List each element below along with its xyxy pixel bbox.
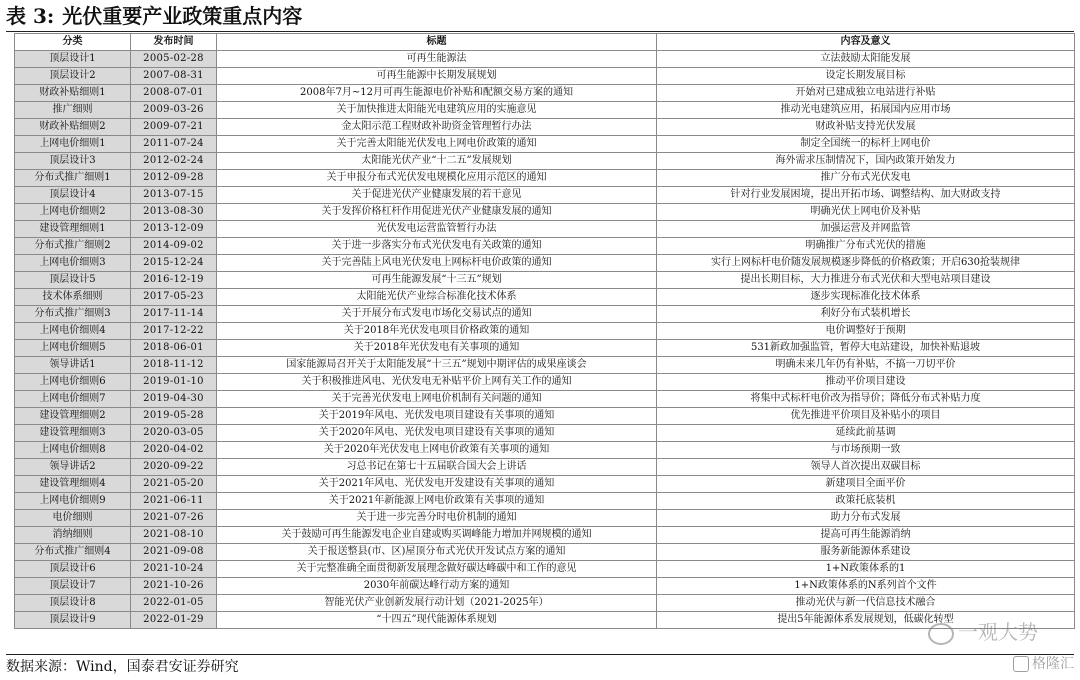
- cell-meaning: 推动平价项目建设: [657, 374, 1075, 391]
- cell-meaning: 明确推广分布式光伏的措施: [657, 238, 1075, 255]
- cell-title: 可再生能源法: [217, 51, 657, 68]
- watermark-site-text: 格隆汇: [1032, 656, 1074, 672]
- cell-date: 2013-08-30: [131, 204, 217, 221]
- cell-title: 关于完善太阳能光伏发电上网电价政策的通知: [217, 136, 657, 153]
- cell-title: 光伏发电运营监管暂行办法: [217, 221, 657, 238]
- cell-meaning: 优先推进平价项目及补贴小的项目: [657, 408, 1075, 425]
- cell-title: 太阳能光伏产业综合标准化技术体系: [217, 289, 657, 306]
- table-row: [15, 340, 1075, 357]
- cell-meaning: 提出长期目标，大力推进分布式光伏和大型电站项目建设: [657, 272, 1075, 289]
- cell-title: 关于2020年光伏发电上网电价政策有关事项的通知: [217, 442, 657, 459]
- cell-title: 关于进一步落实分布式光伏发电有关政策的通知: [217, 238, 657, 255]
- cell-meaning: 利好分布式装机增长: [657, 306, 1075, 323]
- table-row: [15, 391, 1075, 408]
- table-row: [15, 357, 1075, 374]
- cell-date: 2005-02-28: [131, 51, 217, 68]
- cell-date: 2017-12-22: [131, 323, 217, 340]
- table-row: [15, 51, 1075, 68]
- cell-title: “十四五”现代能源体系规划: [217, 612, 657, 629]
- cell-date: 2021-10-24: [131, 561, 217, 578]
- cell-category: 分布式推广细则3: [15, 306, 131, 323]
- table-row: [15, 255, 1075, 272]
- cell-title: 关于完整准确全面贯彻新发展理念做好碳达峰碳中和工作的意见: [217, 561, 657, 578]
- cell-meaning: 海外需求压制情况下，国内政策开始发力: [657, 153, 1075, 170]
- cell-date: 2019-04-30: [131, 391, 217, 408]
- cell-date: 2018-06-01: [131, 340, 217, 357]
- cell-title: 国家能源局召开关于太阳能发展“十三五”规划中期评估的成果座谈会: [217, 357, 657, 374]
- cell-category: 建设管理细则1: [15, 221, 131, 238]
- cell-date: 2021-05-20: [131, 476, 217, 493]
- table-body: [15, 51, 1075, 629]
- cell-title: 2030年前碳达峰行动方案的通知: [217, 578, 657, 595]
- cell-meaning: 开始对已建成独立电站进行补贴: [657, 85, 1075, 102]
- cell-category: 财政补贴细则1: [15, 85, 131, 102]
- wechat-icon: [928, 623, 954, 645]
- cell-meaning: 新建项目全面平价: [657, 476, 1075, 493]
- cell-category: 顶层设计8: [15, 595, 131, 612]
- cell-date: 2007-08-31: [131, 68, 217, 85]
- cell-meaning: 设定长期发展目标: [657, 68, 1075, 85]
- table-row: [15, 612, 1075, 629]
- cell-date: 2011-07-24: [131, 136, 217, 153]
- cell-category: 分布式推广细则4: [15, 544, 131, 561]
- cell-category: 上网电价细则7: [15, 391, 131, 408]
- cell-category: 上网电价细则4: [15, 323, 131, 340]
- table-row: [15, 493, 1075, 510]
- cell-meaning: 针对行业发展困境，提出开拓市场、调整结构、加大财政支持: [657, 187, 1075, 204]
- watermark-site: [1013, 653, 1074, 673]
- cell-meaning: 逐步实现标准化技术体系: [657, 289, 1075, 306]
- cell-date: 2018-11-12: [131, 357, 217, 374]
- cell-category: 顶层设计2: [15, 68, 131, 85]
- cell-category: 推广细则: [15, 102, 131, 119]
- cell-title: 关于完善光伏发电上网电价机制有关问题的通知: [217, 391, 657, 408]
- cell-meaning: 电价调整好于预期: [657, 323, 1075, 340]
- cell-date: 2008-07-01: [131, 85, 217, 102]
- table-row: [15, 561, 1075, 578]
- watermark-account: [928, 616, 1038, 645]
- cell-date: 2013-12-09: [131, 221, 217, 238]
- cell-meaning: 立法鼓励太阳能发展: [657, 51, 1075, 68]
- top-rule: [6, 31, 1074, 32]
- cell-category: 上网电价细则9: [15, 493, 131, 510]
- cell-title: 关于鼓励可再生能源发电企业自建或购买调峰能力增加并网规模的通知: [217, 527, 657, 544]
- cell-meaning: 财政补贴支持光伏发展: [657, 119, 1075, 136]
- cell-title: 关于2020年风电、光伏发电项目建设有关事项的通知: [217, 425, 657, 442]
- cell-meaning: 实行上网标杆电价随发展规模逐步降低的价格政策；开启630抢装规律: [657, 255, 1075, 272]
- table-row: [15, 374, 1075, 391]
- cell-category: 顶层设计4: [15, 187, 131, 204]
- cell-category: 分布式推广细则2: [15, 238, 131, 255]
- cell-meaning: 政策托底装机: [657, 493, 1075, 510]
- cell-category: 上网电价细则5: [15, 340, 131, 357]
- cell-title: 关于加快推进太阳能光电建筑应用的实施意见: [217, 102, 657, 119]
- table-row: [15, 119, 1075, 136]
- cell-category: 上网电价细则6: [15, 374, 131, 391]
- cell-date: 2021-08-10: [131, 527, 217, 544]
- table-row: [15, 204, 1075, 221]
- cell-title: 习总书记在第七十五届联合国大会上讲话: [217, 459, 657, 476]
- cell-category: 顶层设计7: [15, 578, 131, 595]
- table-title: [6, 2, 302, 30]
- cell-title: 关于促进光伏产业健康发展的若干意见: [217, 187, 657, 204]
- cell-title: 金太阳示范工程财政补助资金管理暂行办法: [217, 119, 657, 136]
- cell-title: 关于2019年风电、光伏发电项目建设有关事项的通知: [217, 408, 657, 425]
- policy-table: [14, 33, 1075, 629]
- cell-date: 2019-01-10: [131, 374, 217, 391]
- bottom-rule: [6, 654, 1074, 655]
- table-row: [15, 544, 1075, 561]
- cell-title: 关于发挥价格杠杆作用促进光伏产业健康发展的通知: [217, 204, 657, 221]
- table-row: [15, 221, 1075, 238]
- table-row: [15, 306, 1075, 323]
- table-row: [15, 272, 1075, 289]
- cell-title: 智能光伏产业创新发展行动计划（2021-2025年）: [217, 595, 657, 612]
- table-row: [15, 595, 1075, 612]
- table-row: [15, 459, 1075, 476]
- cell-category: 建设管理细则4: [15, 476, 131, 493]
- table-row: [15, 323, 1075, 340]
- header-category: 分类: [15, 34, 131, 51]
- table-row: [15, 578, 1075, 595]
- cell-title: 太阳能光伏产业“十二五”发展规划: [217, 153, 657, 170]
- cell-category: 上网电价细则8: [15, 442, 131, 459]
- cell-date: 2021-09-08: [131, 544, 217, 561]
- table-row: [15, 102, 1075, 119]
- table-row: [15, 289, 1075, 306]
- cell-title: 关于2021年新能源上网电价政策有关事项的通知: [217, 493, 657, 510]
- table-row: [15, 85, 1075, 102]
- cell-meaning: 助力分布式发展: [657, 510, 1075, 527]
- cell-category: 顶层设计3: [15, 153, 131, 170]
- cell-meaning: 提高可再生能源消纳: [657, 527, 1075, 544]
- cell-category: 顶层设计1: [15, 51, 131, 68]
- cell-meaning: 明确未来几年仍有补贴，不搞一刀切平价: [657, 357, 1075, 374]
- cell-date: 2022-01-29: [131, 612, 217, 629]
- cell-date: 2022-01-05: [131, 595, 217, 612]
- cell-date: 2017-11-14: [131, 306, 217, 323]
- table-row: [15, 136, 1075, 153]
- cell-date: 2021-10-26: [131, 578, 217, 595]
- cell-date: 2014-09-02: [131, 238, 217, 255]
- cell-title: 关于报送整县(市、区)屋顶分布式光伏开发试点方案的通知: [217, 544, 657, 561]
- data-source: 数据来源：Wind，国泰君安证券研究: [6, 659, 239, 675]
- table-row: [15, 238, 1075, 255]
- table-row: [15, 170, 1075, 187]
- cell-category: 财政补贴细则2: [15, 119, 131, 136]
- cell-title: 关于2018年光伏发电项目价格政策的通知: [217, 323, 657, 340]
- cell-date: 2020-04-02: [131, 442, 217, 459]
- cell-title: 关于2021年风电、光伏发电开发建设有关事项的通知: [217, 476, 657, 493]
- cell-category: 领导讲话1: [15, 357, 131, 374]
- cell-meaning: 制定全国统一的标杆上网电价: [657, 136, 1075, 153]
- cell-date: 2016-12-19: [131, 272, 217, 289]
- cell-date: 2020-09-22: [131, 459, 217, 476]
- cell-title: 可再生能源发展“十三五”规划: [217, 272, 657, 289]
- cell-meaning: 1+N政策体系的N系列首个文件: [657, 578, 1075, 595]
- cell-meaning: 明确光伏上网电价及补贴: [657, 204, 1075, 221]
- table-row: [15, 527, 1075, 544]
- cell-date: 2015-12-24: [131, 255, 217, 272]
- header-meaning: 内容及意义: [657, 34, 1075, 51]
- cell-meaning: 531新政加强监管，暂停大电站建设，加快补贴退坡: [657, 340, 1075, 357]
- cell-title: 关于积极推进风电、光伏发电无补贴平价上网有关工作的通知: [217, 374, 657, 391]
- cell-meaning: 推广分布式光伏发电: [657, 170, 1075, 187]
- table-row: [15, 425, 1075, 442]
- table-row: [15, 153, 1075, 170]
- cell-date: 2012-09-28: [131, 170, 217, 187]
- cell-date: 2017-05-23: [131, 289, 217, 306]
- cell-category: 建设管理细则2: [15, 408, 131, 425]
- cell-title: 关于开展分布式发电市场化交易试点的通知: [217, 306, 657, 323]
- cell-title: 关于完善陆上风电光伏发电上网标杆电价政策的通知: [217, 255, 657, 272]
- cell-title: 关于进一步完善分时电价机制的通知: [217, 510, 657, 527]
- cell-date: 2020-03-05: [131, 425, 217, 442]
- cell-meaning: 1+N政策体系的1: [657, 561, 1075, 578]
- cell-category: 上网电价细则2: [15, 204, 131, 221]
- cell-meaning: 加强运营及并网监管: [657, 221, 1075, 238]
- cell-category: 电价细则: [15, 510, 131, 527]
- cell-date: 2013-07-15: [131, 187, 217, 204]
- cell-category: 技术体系细则: [15, 289, 131, 306]
- cell-meaning: 将集中式标杆电价改为指导价；降低分布式补贴力度: [657, 391, 1075, 408]
- watermark-account-text: 一观大势: [958, 620, 1038, 644]
- cell-title: 可再生能源中长期发展规划: [217, 68, 657, 85]
- cell-meaning: 领导人首次提出双碳目标: [657, 459, 1075, 476]
- cell-date: 2021-06-11: [131, 493, 217, 510]
- cell-meaning: 推动光伏与新一代信息技术融合: [657, 595, 1075, 612]
- cell-date: 2009-03-26: [131, 102, 217, 119]
- table-row: [15, 442, 1075, 459]
- cell-category: 顶层设计6: [15, 561, 131, 578]
- table-row: [15, 68, 1075, 85]
- table-row: [15, 408, 1075, 425]
- cell-meaning: 提出5年能源体系发展规划，低碳化转型: [657, 612, 1075, 629]
- table-row: [15, 510, 1075, 527]
- header-row: [15, 34, 1075, 51]
- cell-meaning: 推动光电建筑应用，拓展国内应用市场: [657, 102, 1075, 119]
- cell-category: 上网电价细则1: [15, 136, 131, 153]
- header-date: 发布时间: [131, 34, 217, 51]
- table-title-text: 光伏重要产业政策重点内容: [62, 4, 303, 28]
- cell-title: 2008年7月~12月可再生能源电价补贴和配额交易方案的通知: [217, 85, 657, 102]
- table-number: 表 3:: [6, 4, 55, 28]
- cell-title: 关于2018年光伏发电有关事项的通知: [217, 340, 657, 357]
- header-title: 标题: [217, 34, 657, 51]
- cell-category: 分布式推广细则1: [15, 170, 131, 187]
- cell-date: 2019-05-28: [131, 408, 217, 425]
- cell-meaning: 延续此前基调: [657, 425, 1075, 442]
- cell-title: 关于申报分布式光伏发电规模化应用示范区的通知: [217, 170, 657, 187]
- cell-category: 消纳细则: [15, 527, 131, 544]
- cell-category: 顶层设计5: [15, 272, 131, 289]
- cell-category: 顶层设计9: [15, 612, 131, 629]
- table-row: [15, 187, 1075, 204]
- cell-meaning: 服务新能源体系建设: [657, 544, 1075, 561]
- cell-date: 2009-07-21: [131, 119, 217, 136]
- cell-category: 建设管理细则3: [15, 425, 131, 442]
- table-row: [15, 476, 1075, 493]
- cell-category: 上网电价细则3: [15, 255, 131, 272]
- cell-date: 2021-07-26: [131, 510, 217, 527]
- cell-category: 领导讲话2: [15, 459, 131, 476]
- cell-meaning: 与市场预期一致: [657, 442, 1075, 459]
- gelonghui-logo-icon: [1013, 656, 1029, 672]
- cell-date: 2012-02-24: [131, 153, 217, 170]
